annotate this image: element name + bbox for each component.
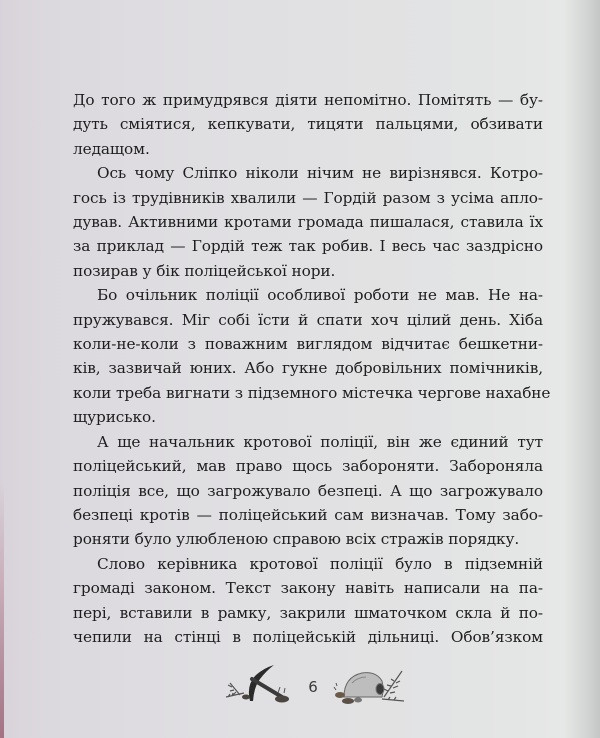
body-text [73,88,551,649]
paragraph-3 [73,283,551,429]
text-line: чепили на стінці в поліцейській дільниці. Обов’язком [73,627,543,646]
text-line: дував. Активними кротами громада пишалася, ставила їх [73,213,543,232]
page-number: 6 [308,678,318,696]
text-line: пері, вставили в рамку, закрили шматочком скла й по- [73,603,543,622]
text-line: поліція все, що загрожувало безпеці. А що загрожувало [73,481,543,500]
text-line: ків, зазвичай юних. Або гукне добровільних помічників, [73,359,543,378]
book-page [73,88,551,649]
text-line: громаді законом. Текст закону навіть написали на па- [73,579,543,598]
text-line: безпеці кротів — поліцейський сам визначав. Тому забо- [73,505,543,524]
text-line: ледащом. [73,139,150,158]
text-line: поліцейський, мав право щось забороняти. Забороняла [73,457,543,476]
text-line: щурисько. [73,408,156,427]
paragraph-1 [73,88,543,161]
text-line: коли треба вигнати з підземного містечка чергове нахабне [73,383,551,402]
text-line: гось із трудівників хвалили — Гордій разом з усіма апло- [73,188,543,207]
pickaxe-icon [222,663,294,712]
paragraph-2 [73,161,543,283]
page-footer [225,662,405,712]
text-line: Бо очільник поліції особливої роботи не мав. Не на- [97,286,543,305]
paragraph-5 [73,552,543,650]
text-line: А ще начальник кротової поліції, він же єдиний тут [97,432,543,451]
text-line: Ось чому Сліпко ніколи нічим не вирізнявся. Котро- [97,164,543,183]
text-line: коли-не-коли з поважним виглядом відчитає бешкетни- [73,335,543,354]
page-edge-shadow [0,480,4,738]
text-line: Слово керівника кротової поліції було в підземній [97,554,543,573]
text-line: за приклад — Гордій теж так робив. І весь час заздрісно [73,237,543,256]
mole-burrow-stone-icon [332,663,408,712]
text-line: дуть сміятися, кепкувати, тицяти пальцями, обзивати [73,115,543,134]
text-line: пружувався. Міг собі їсти й спати хоч цілий день. Хіба [73,310,543,329]
text-line: позирав у бік поліцейської нори. [73,261,336,280]
text-line: До того ж примудрявся діяти непомітно. Помітять — бу- [73,91,543,109]
text-line: роняти було улюбленою справою всіх стражів порядку. [73,530,520,549]
paragraph-4 [73,430,543,552]
